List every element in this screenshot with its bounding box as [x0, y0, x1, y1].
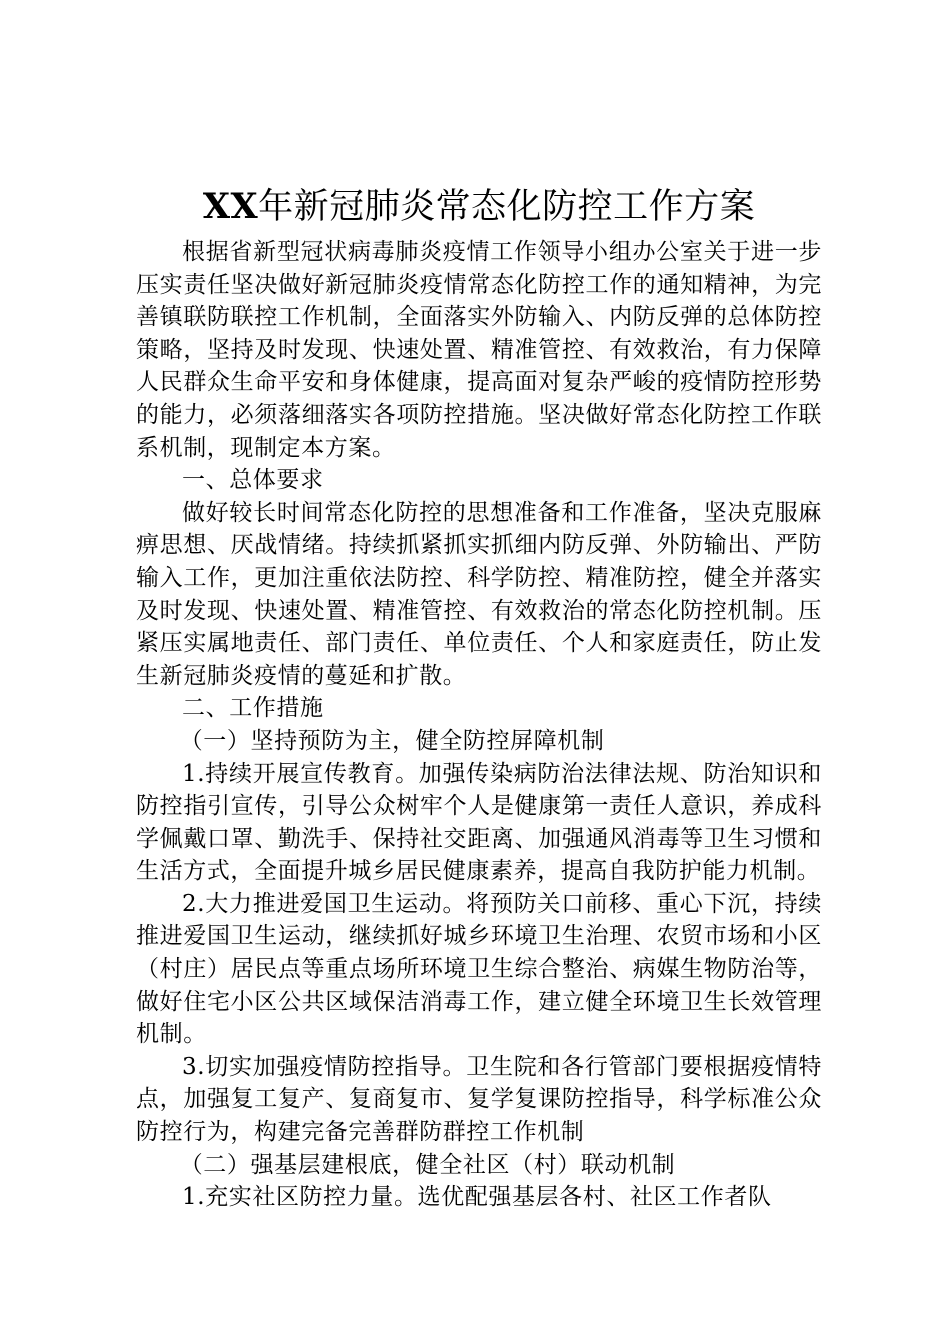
title-prefix: XX	[202, 186, 259, 227]
prevention-item-2-paragraph: 2.大力推进爱国卫生运动。将预防关口前移、重心下沉，持续推进爱国卫生运动，继续抓好城乡环境卫生治理、农贸市场和小区（村庄）居民点等重点场所环境卫生综合整治、病媒生物防治等，做好住宅小区公共区域保洁消毒工作，建立健全环境卫生长效管理机制。	[136, 890, 822, 1048]
document-title	[136, 178, 822, 236]
section-heading-general-requirements: 一、总体要求	[182, 467, 324, 494]
section-heading-work-measures: 二、工作措施	[182, 695, 324, 722]
prevention-item-3-paragraph: 3.切实加强疫情防控指导。卫生院和各行管部门要根据疫情特点，加强复工复产、复商复市、复学复课防控指导，科学标准公众防控行为，构建完备完善群防群控工作机制	[136, 1053, 822, 1146]
prevention-item-1-paragraph: 1.持续开展宣传教育。加强传染病防治法律法规、防治知识和防控指引宣传，引导公众树牢个人是健康第一责任人意识，养成科学佩戴口罩、勤洗手、保持社交距离、加强通风消毒等卫生习惯和生活方式，全面提升城乡居民健康素养，提高自我防护能力机制。	[136, 760, 822, 885]
subsection-heading-prevention: （一）坚持预防为主，健全防控屏障机制	[179, 727, 605, 754]
intro-paragraph: 根据省新型冠状病毒肺炎疫情工作领导小组办公室关于进一步压实责任坚决做好新冠肺炎疫情常态化防控工作的通知精神，为完善镇联防联控工作机制，全面落实外防输入、内防反弹的总体防控策略，坚持及时发现、快速处置、精准管控、有效救治，有力保障人民群众生命平安和身体健康，提高面对复杂严峻的疫情防控形势的能力，必须落细落实各项防控措施。坚决做好常态化防控工作联系机制，现制定本方案。	[136, 239, 822, 461]
community-item-1-paragraph: 1.充实社区防控力量。选优配强基层各村、社区工作者队	[182, 1184, 772, 1211]
title-text: 年新冠肺炎常态化防控工作方案	[258, 187, 756, 227]
document-body	[136, 178, 822, 1214]
subsection-heading-community: （二）强基层建根底，健全社区（村）联动机制	[179, 1151, 676, 1178]
general-requirements-paragraph: 做好较长时间常态化防控的思想准备和工作准备，坚决克服麻痹思想、厌战情绪。持续抓紧抓实抓细内防反弹、外防输出、严防输入工作，更加注重依法防控、科学防控、精准防控，健全并落实及时发现、快速处置、精准管控、有效救治的常态化防控机制。压紧压实属地责任、部门责任、单位责任、个人和家庭责任，防止发生新冠肺炎疫情的蔓延和扩散。	[136, 499, 822, 689]
